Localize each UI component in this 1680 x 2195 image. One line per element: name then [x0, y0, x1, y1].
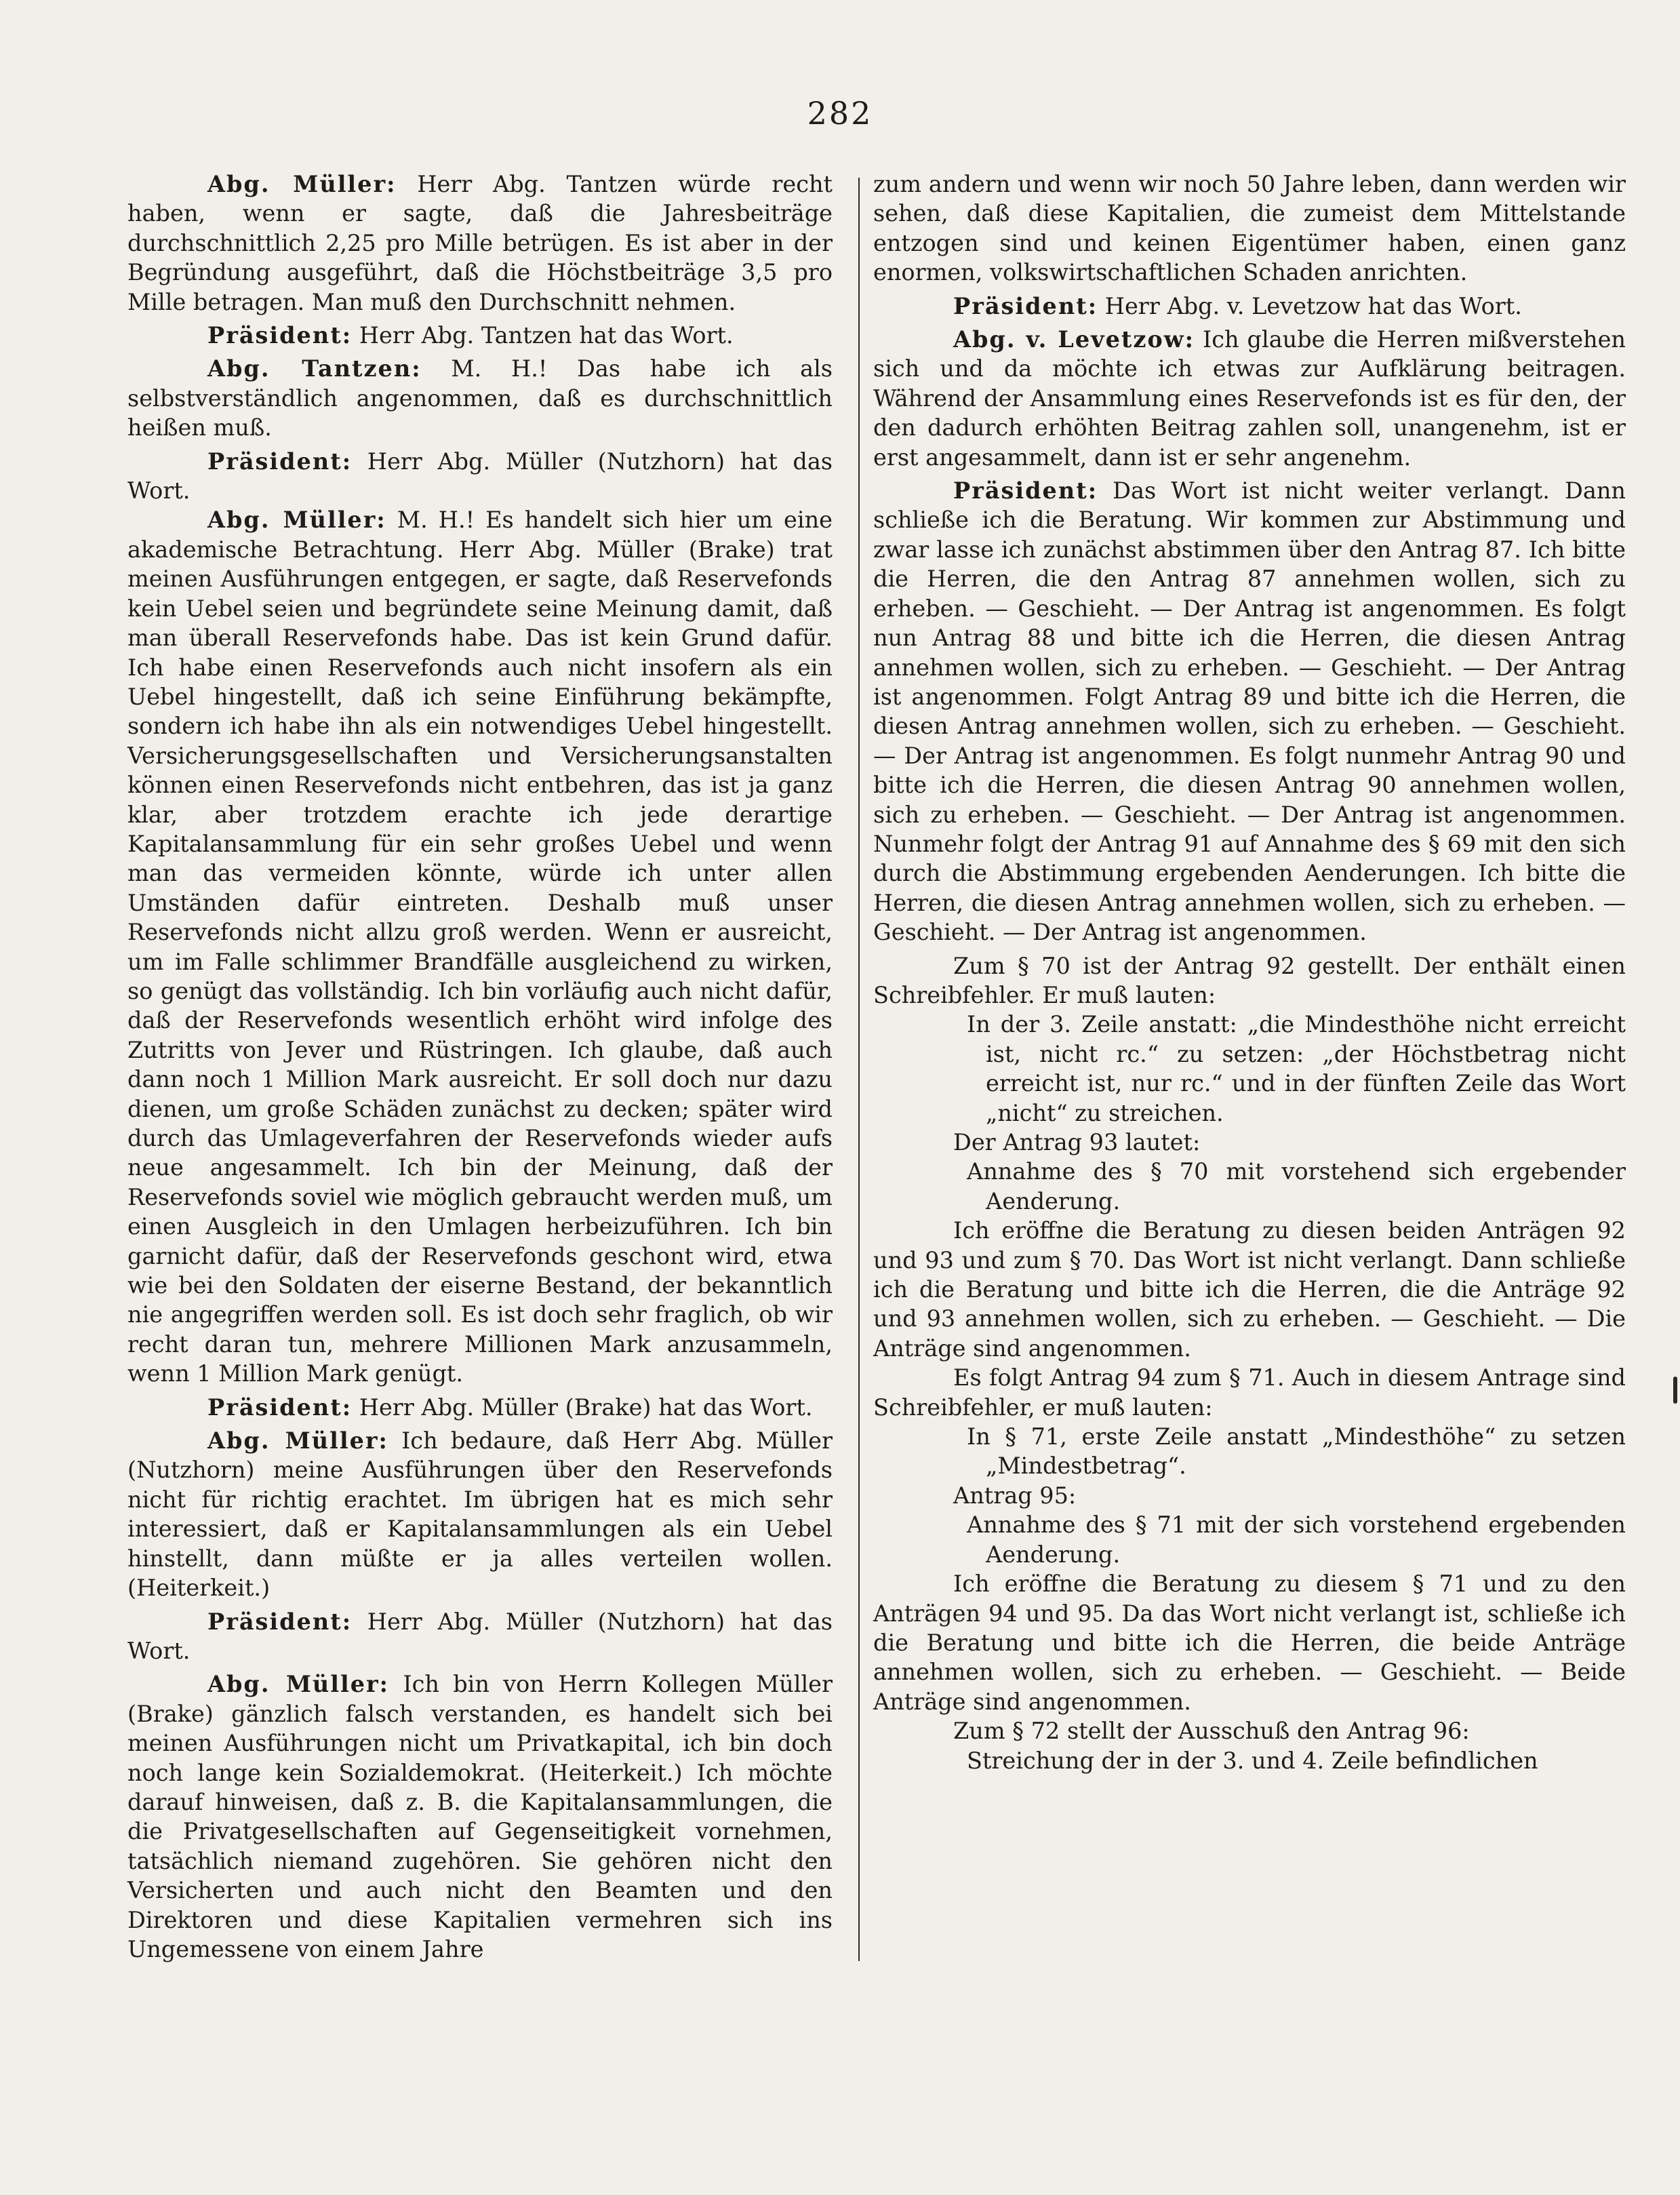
paragraph-text: Ich glaube die Herren mißverstehen sich und da möchte ich etwas zur Aufklärung beitragen. Während der Ansammlung eines Reservefonds ist es für den, der den dadurch erhöhten Beitrag zahlen soll, unangenehm, ist er erst angesammelt, dann ist er sehr angenehm. — [873, 326, 1626, 471]
speaker-label: Abg. Müller: — [207, 1427, 388, 1455]
paragraph — [873, 170, 1626, 288]
paragraph-text: M. H.! Es handelt sich hier um eine akademische Betrachtung. Herr Abg. Müller (Brake) trat meinen Ausführungen entgegen, er sagte, daß Reservefonds kein Uebel seien und begründete seine Meinung damit, daß man überall Reservefonds habe. Das ist kein Grund dafür. Ich habe einen Reservefonds auch nicht insofern als ein Uebel hingestellt, daß ich seine Einführung bekämpfte, sondern ich habe ihn als ein notwendiges Uebel hingestellt. Versicherungsgesellschaften und Versicherungsanstalten können einen Reservefonds nicht entbehren, das ist ja ganz klar, aber trotzdem erachte ich jede derartige Kapitalansammlung für ein sehr großes Uebel und wenn man das vermeiden könnte, würde ich unter allen Umständen dafür eintreten. Deshalb muß unser Reservefonds nicht allzu groß werden. Wenn er ausreicht, um im Falle schlimmer Brandfälle ausgleichend zu wirken, so genügt das vollständig. Ich bin vorläufig auch nicht dafür, daß der Reservefonds wesentlich erhöht wird infolge des Zutritts von Jever und Rüstringen. Ich glaube, daß auch dann noch 1 Million Mark ausreicht. Er soll doch nur dazu dienen, um große Schäden zunächst zu decken; später wird durch das Umlageverfahren der Reservefonds wieder aufs neue angesammelt. Ich bin der Meinung, daß der Reservefonds soviel wie möglich gebraucht werden muß, um einen Ausgleich in den Umlagen herbeizuführen. Ich bin garnicht dafür, daß der Reservefonds geschont wird, etwa wie bei den Soldaten der eiserne Bestand, der bekanntlich nie angegriffen werden soll. Es ist doch sehr fraglich, ob wir recht daran tun, mehrere Millionen Mark anzusammeln, wenn 1 Million Mark genügt. — [127, 507, 833, 1387]
paragraph-text: Herr Abg. Tantzen würde recht haben, wenn er sagte, daß die Jahresbeiträge durchschnittlich 2,25 pro Mille betrügen. Es ist aber in der Begründung ausgeführt, daß die Höchstbeiträge 3,5 pro Mille betragen. Man muß den Durchschnitt nehmen. — [127, 171, 833, 315]
paragraph-text: Herr Abg. v. Levetzow hat das Wort. — [1104, 292, 1522, 319]
paragraph — [873, 1569, 1626, 1716]
paragraph-text: Ich bedaure, daß Herr Abg. Müller (Nutzhorn) meine Ausführungen über den Reservefonds nicht für richtig erachtet. Im übrigen hat es mich sehr interessiert, daß er Kapitalansammlungen als ein Uebel hinstellt, dann müßte er ja alles verteilen wollen. (Heiterkeit.) — [127, 1427, 833, 1602]
speaker-label: Präsident: — [207, 1393, 353, 1421]
right-column — [873, 170, 1626, 1775]
paragraph — [873, 292, 1626, 321]
paragraph — [873, 1716, 1626, 1745]
paragraph — [127, 354, 833, 442]
column-divider — [858, 178, 860, 1961]
paragraph — [873, 1422, 1626, 1481]
paragraph-text: Ich eröffne die Beratung zu diesen beiden Anträgen 92 und 93 und zum § 70. Das Wort ist nicht verlangt. Dann schließe ich die Beratung und bitte ich die Herren, die die Anträge 92 und 93 annehmen wollen, sich zu erheben. — Geschieht. — Die Anträge sind angenommen. — [873, 1217, 1626, 1362]
paragraph — [873, 1481, 1626, 1510]
paragraph-text: Ich bin von Herrn Kollegen Müller (Brake) gänzlich falsch verstanden, es handelt sich bei meinen Ausführungen nicht um Privatkapital, ich bin doch noch lange kein Sozialdemokrat. (Heiterkeit.) Ich möchte darauf hinweisen, daß z. B. die Kapitalansammlungen, die die Privatgesellschaften auf Gegenseitigkeit vornehmen, tatsächlich niemand zugehören. Sie gehören nicht den Versicherten und auch nicht den Beamten und den Direktoren und diese Kapitalien vermehren sich ins Ungemessene von einem Jahre — [127, 1671, 833, 1962]
paragraph — [127, 1669, 833, 1964]
speaker-label: Präsident: — [953, 477, 1098, 505]
speaker-label: Präsident: — [207, 322, 353, 349]
paragraph — [873, 1128, 1626, 1157]
speaker-label: Abg. v. Levetzow: — [953, 326, 1195, 353]
paragraph-text: Annahme des § 70 mit vorstehend sich ergebender Aenderung. — [967, 1158, 1626, 1214]
page-edge-mark — [1673, 1377, 1677, 1404]
paragraph-text: Annahme des § 71 mit der sich vorstehend ergebenden Aenderung. — [967, 1511, 1626, 1568]
paragraph-text: Zum § 72 stellt der Ausschuß den Antrag 96: — [953, 1718, 1470, 1745]
paragraph-text: Der Antrag 93 lautet: — [953, 1129, 1201, 1155]
paragraph-text: zum andern und wenn wir noch 50 Jahre leben, dann werden wir sehen, daß diese Kapitalien, die zumeist dem Mittelstande entzogen sind und keinen Eigentümer haben, einen ganz enormen, volkswirtschaftlichen Schaden anrichten. — [873, 171, 1626, 286]
paragraph-text: Streichung der in der 3. und 4. Zeile befindlichen — [967, 1747, 1538, 1774]
speaker-label: Abg. Tantzen: — [207, 355, 422, 382]
paragraph — [873, 1363, 1626, 1422]
paragraph — [127, 170, 833, 317]
paragraph — [127, 1426, 833, 1602]
paragraph — [873, 1216, 1626, 1363]
paragraph — [127, 1607, 833, 1666]
paragraph-text: In § 71, erste Zeile anstatt „Mindesthöhe“ zu setzen „Mindestbetrag“. — [967, 1423, 1626, 1480]
paragraph — [873, 1010, 1626, 1128]
paragraph-text: Herr Abg. Müller (Brake) hat das Wort. — [359, 1393, 813, 1421]
paragraph-text: Es folgt Antrag 94 zum § 71. Auch in diesem Antrage sind Schreibfehler, er muß lauten: — [873, 1364, 1626, 1421]
speaker-label: Abg. Müller: — [207, 507, 386, 534]
paragraph-text: Herr Abg. Müller (Nutzhorn) hat das Wort. — [127, 448, 833, 505]
paragraph-text: Zum § 70 ist der Antrag 92 gestellt. Der enthält einen Schreibfehler. Er muß lauten: — [873, 952, 1626, 1008]
paragraph-text: Herr Abg. Tantzen hat das Wort. — [359, 322, 734, 349]
speaker-label: Präsident: — [207, 448, 353, 475]
paragraph — [127, 321, 833, 350]
speaker-label: Präsident: — [207, 1608, 353, 1635]
paragraph-text: Antrag 95: — [953, 1482, 1077, 1509]
left-column — [127, 170, 833, 1964]
paragraph-text: Ich eröffne die Beratung zu diesem § 71 und zu den Anträgen 94 und 95. Da das Wort nicht verlangt ist, schließe ich die Beratung und bitte ich die Herren, die beide Anträge annehmen wollen, sich zu erheben. — Geschieht. — Beide Anträge sind angenommen. — [873, 1570, 1626, 1715]
paragraph — [127, 1393, 833, 1422]
speaker-label: Abg. Müller: — [207, 171, 397, 197]
paragraph — [873, 476, 1626, 947]
paragraph — [127, 447, 833, 506]
speaker-label: Abg. Müller: — [207, 1671, 390, 1698]
paragraph — [873, 1157, 1626, 1216]
speaker-label: Präsident: — [953, 292, 1098, 319]
paragraph — [127, 505, 833, 1388]
paragraph-text: Das Wort ist nicht weiter verlangt. Dann schließe ich die Beratung. Wir kommen zur Abstimmung und zwar lasse ich zunächst abstimmen über den Antrag 87. Ich bitte die Herren, die den Antrag 87 annehmen wollen, sich zu erheben. — Geschieht. — Der Antrag ist angenommen. Es folgt nun Antrag 88 und bitte ich die Herren, die diesen Antrag annehmen wollen, sich zu erheben. — Geschieht. — Der Antrag ist angenommen. Folgt Antrag 89 und bitte ich die Herren, die diesen Antrag annehmen wollen, sich zu erheben. — Geschieht. — Der Antrag ist angenommen. Es folgt nunmehr Antrag 90 und bitte ich die Herren, die diesen Antrag 90 annehmen wollen, sich zu erheben. — Geschieht. — Der Antrag ist angenommen. Nunmehr folgt der Antrag 91 auf Annahme des § 69 mit den sich durch die Abstimmung ergebenden Aenderungen. Ich bitte die Herren, die diesen Antrag annehmen wollen, sich zu erheben. — Geschieht. — Der Antrag ist angenommen. — [873, 477, 1626, 946]
paragraph — [873, 1510, 1626, 1569]
paragraph-text: In der 3. Zeile anstatt: „die Mindesthöhe nicht erreicht ist, nicht rc.“ zu setzen: „der Höchstbetrag nicht erreicht ist, nur rc.“ und in der fünften Zeile das Wort „nicht“ zu streichen. — [967, 1011, 1626, 1126]
paragraph-text: M. H.! Das habe ich als selbstverständlich angenommen, daß es durchschnittlich heißen muß. — [127, 355, 833, 441]
page-number: 282 — [807, 95, 873, 132]
paragraph — [873, 1746, 1626, 1775]
paragraph — [873, 951, 1626, 1010]
paragraph-text: Herr Abg. Müller (Nutzhorn) hat das Wort. — [127, 1608, 833, 1664]
paragraph — [873, 325, 1626, 472]
